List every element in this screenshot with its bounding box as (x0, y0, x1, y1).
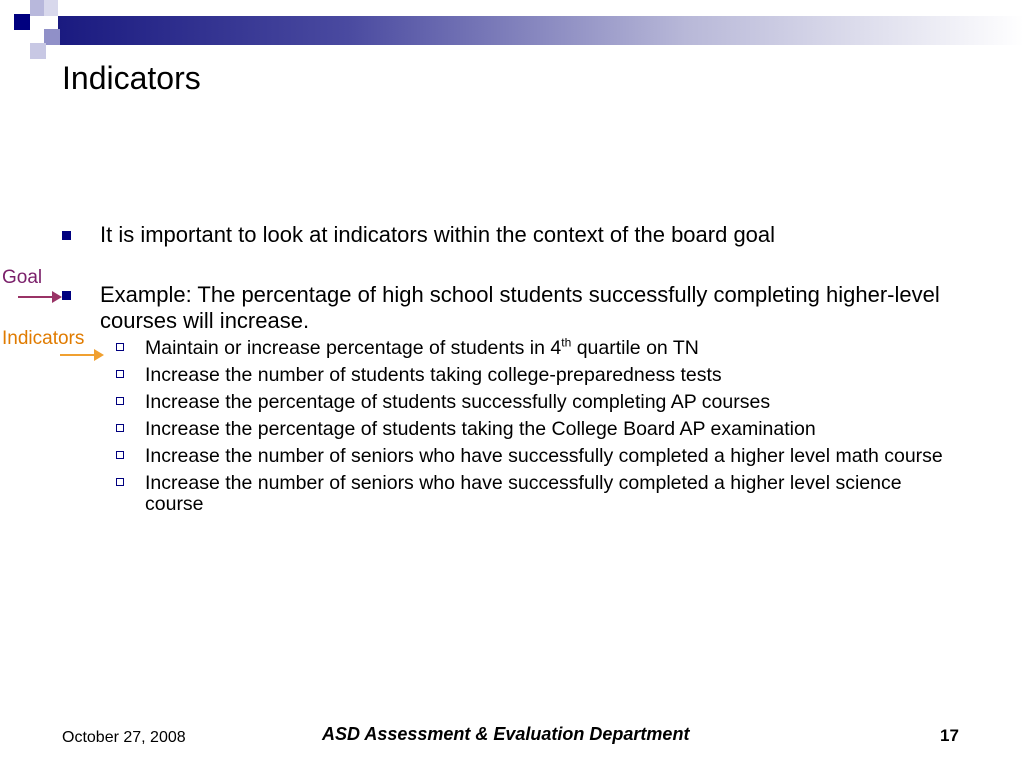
indicator-item (62, 446, 962, 467)
header-gradient-bar (58, 16, 1024, 45)
indicator-item (62, 335, 962, 359)
bullet-context (62, 222, 962, 248)
header-square-light (30, 43, 46, 59)
header-square-dark (14, 14, 30, 30)
goal-arrow-icon (18, 290, 62, 304)
bullet-text: It is important to look at indicators within the context of the board goal (100, 222, 776, 247)
indicator-text: Maintain or increase percentage of students in 4 (145, 337, 562, 359)
indicator-list (62, 335, 962, 515)
footer-date: October 27, 2008 (62, 729, 186, 746)
indicator-text: Increase the percentage of students successfully completing AP courses (145, 391, 771, 413)
bullet-example-goal (62, 282, 962, 334)
hollow-square-bullet-icon (116, 424, 124, 432)
page-number: 17 (940, 726, 959, 745)
header-square-light (44, 0, 58, 16)
bullet-text: Example: The percentage of high school students successfully completing higher-level courses will increase. (100, 282, 940, 333)
slide-content (62, 222, 962, 515)
indicator-text: Increase the number of seniors who have successfully completed a higher level math course (145, 445, 943, 467)
hollow-square-bullet-icon (116, 343, 124, 351)
square-bullet-icon (62, 291, 71, 300)
hollow-square-bullet-icon (116, 370, 124, 378)
indicator-text: Increase the percentage of students taking the College Board AP examination (145, 418, 816, 440)
square-bullet-icon (62, 231, 71, 240)
indicator-text: Increase the number of seniors who have successfully completed a higher level science course (145, 472, 902, 515)
indicators-label: Indicators (2, 328, 85, 349)
header-square-mid (44, 29, 60, 45)
indicator-item (62, 365, 962, 386)
footer-department: ASD Assessment & Evaluation Department (322, 724, 690, 744)
slide-title: Indicators (62, 60, 201, 96)
superscript: th (561, 335, 572, 350)
hollow-square-bullet-icon (116, 397, 124, 405)
hollow-square-bullet-icon (116, 478, 124, 486)
indicator-text: quartile on TN (571, 337, 699, 359)
indicator-item (62, 392, 962, 413)
indicator-text: Increase the number of students taking college-preparedness tests (145, 364, 722, 386)
hollow-square-bullet-icon (116, 451, 124, 459)
goal-label: Goal (2, 267, 43, 288)
indicator-item (62, 473, 962, 515)
indicator-item (62, 419, 962, 440)
